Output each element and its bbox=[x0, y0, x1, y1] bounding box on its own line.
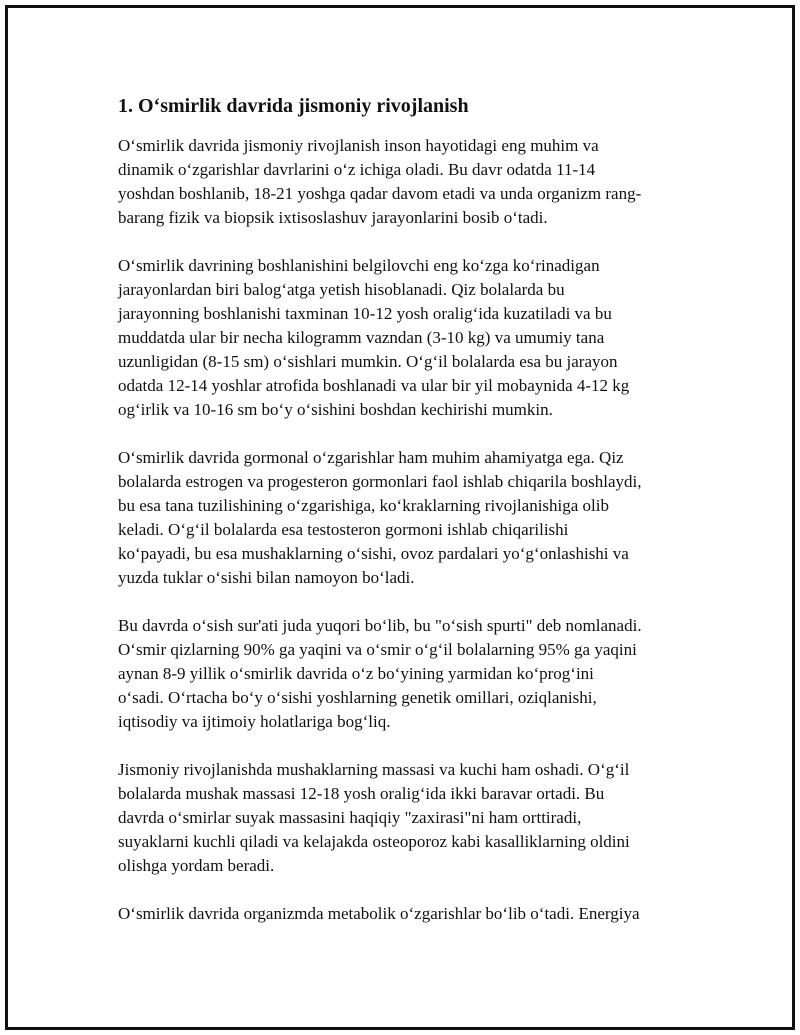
text-line: uzunligidan (8-15 sm) o‘sishlari mumkin. O‘g‘il bolalarda esa bu jarayon bbox=[118, 352, 618, 371]
text-line: O‘smirlik davrida organizmda metabolik o‘zgarishlar bo‘lib o‘tadi. Energiya bbox=[118, 904, 640, 923]
paragraph-5 bbox=[118, 758, 688, 878]
text-line: yuzda tuklar o‘sishi bilan namoyon bo‘ladi. bbox=[118, 568, 415, 587]
text-line: bolalarda mushak massasi 12-18 yosh oralig‘ida ikki baravar ortadi. Bu bbox=[118, 784, 605, 803]
text-line: O‘smirlik davrida gormonal o‘zgarishlar ham muhim ahamiyatga ega. Qiz bbox=[118, 448, 624, 467]
text-line: iqtisodiy va ijtimoiy holatlariga bog‘liq. bbox=[118, 712, 391, 731]
text-line: jarayonlardan biri balog‘atga yetish hisoblanadi. Qiz bolalarda bu bbox=[118, 280, 565, 299]
paragraph-3 bbox=[118, 446, 688, 590]
document-body bbox=[118, 92, 688, 950]
text-line: muddatda ular bir necha kilogramm vazndan (3-10 kg) va umumiy tana bbox=[118, 328, 605, 347]
text-line: yoshdan boshlanib, 18-21 yoshga qadar davom etadi va unda organizm rang- bbox=[118, 184, 642, 203]
text-line: bolalarda estrogen va progesteron gormonlari faol ishlab chiqarila boshlaydi, bbox=[118, 472, 642, 491]
paragraph-4 bbox=[118, 614, 688, 734]
text-line: jarayonning boshlanishi taxminan 10-12 yosh oralig‘ida kuzatiladi va bu bbox=[118, 304, 612, 323]
text-line: bu esa tana tuzilishining o‘zgarishiga, ko‘kraklarning rivojlanishiga olib bbox=[118, 496, 609, 515]
paragraph-2 bbox=[118, 254, 688, 422]
text-line: davrda o‘smirlar suyak massasini haqiqiy "zaxirasi"ni ham orttiradi, bbox=[118, 808, 582, 827]
text-line: og‘irlik va 10-16 sm bo‘y o‘sishini boshdan kechirishi mumkin. bbox=[118, 400, 553, 419]
text-line: O‘smirlik davrida jismoniy rivojlanish inson hayotidagi eng muhim va bbox=[118, 136, 599, 155]
text-line: barang fizik va biopsik ixtisoslashuv jarayonlarini bosib o‘tadi. bbox=[118, 208, 548, 227]
text-line: odatda 12-14 yoshlar atrofida boshlanadi va ular bir yil mobaynida 4-12 kg bbox=[118, 376, 630, 395]
text-line: keladi. O‘g‘il bolalarda esa testosteron gormoni ishlab chiqarilishi bbox=[118, 520, 569, 539]
text-line: o‘sadi. O‘rtacha bo‘y o‘sishi yoshlarning genetik omillari, oziqlanishi, bbox=[118, 688, 597, 707]
text-line: Jismoniy rivojlanishda mushaklarning massasi va kuchi ham oshadi. O‘g‘il bbox=[118, 760, 630, 779]
text-line: olishga yordam beradi. bbox=[118, 856, 275, 875]
text-line: dinamik o‘zgarishlar davrlarini o‘z ichiga oladi. Bu davr odatda 11-14 bbox=[118, 160, 596, 179]
section-heading: 1. O‘smirlik davrida jismoniy rivojlanish bbox=[118, 95, 469, 117]
paragraph-1 bbox=[118, 134, 688, 230]
text-line: O‘smir qizlarning 90% ga yaqini va o‘smir o‘g‘il bolalarning 95% ga yaqini bbox=[118, 640, 637, 659]
text-line: ko‘payadi, bu esa mushaklarning o‘sishi, ovoz pardalari yo‘g‘onlashishi va bbox=[118, 544, 629, 563]
text-line: O‘smirlik davrining boshlanishini belgilovchi eng ko‘zga ko‘rinadigan bbox=[118, 256, 600, 275]
text-line: suyaklarni kuchli qiladi va kelajakda osteoporoz kabi kasalliklarning oldini bbox=[118, 832, 630, 851]
paragraph-6 bbox=[118, 902, 688, 926]
text-line: Bu davrda o‘sish sur'ati juda yuqori bo‘lib, bu "o‘sish spurti" deb nomlanadi. bbox=[118, 616, 642, 635]
text-line: aynan 8-9 yillik o‘smirlik davrida o‘z bo‘yining yarmidan ko‘prog‘ini bbox=[118, 664, 594, 683]
